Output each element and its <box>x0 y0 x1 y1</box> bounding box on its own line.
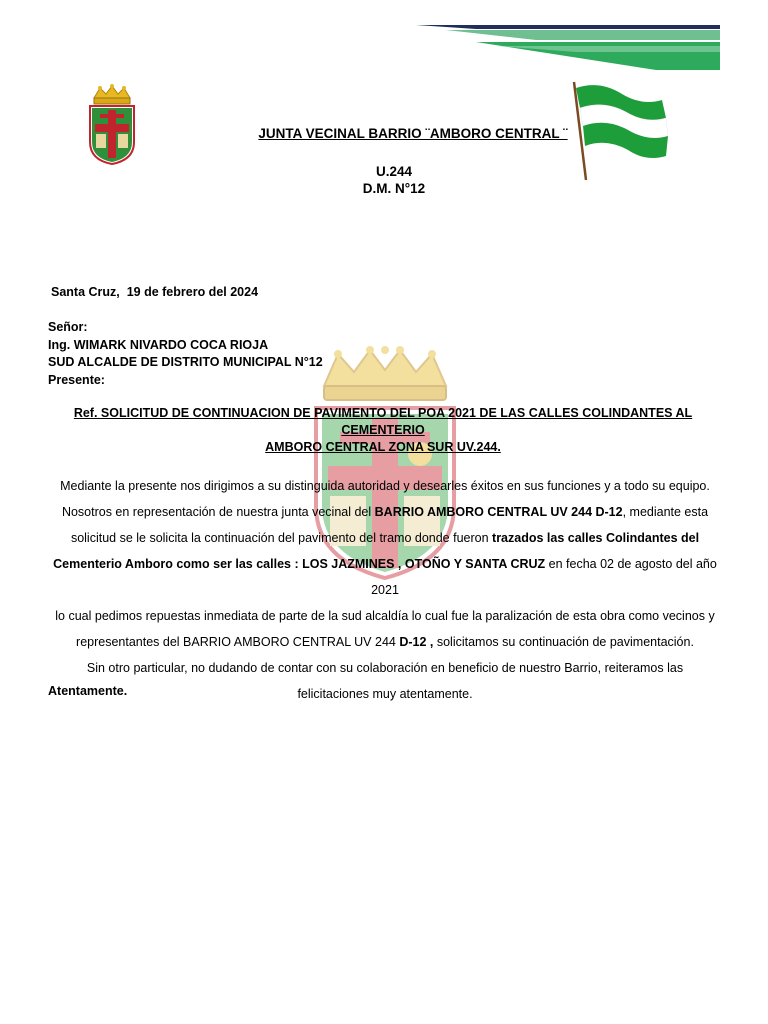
reference-line-1: Ref. SOLICITUD DE CONTINUACION DE PAVIMENTO DEL POA 2021 DE LAS CALLES COLINDANTES AL CEMENTERIO <box>73 406 693 437</box>
addressee-block <box>48 319 323 389</box>
body-line: lo cual pedimos repuestas inmediata de parte de la sud alcaldía lo cual fue la paralización de esta obra como vecinos y <box>55 609 715 623</box>
coat-of-arms-icon <box>86 84 138 166</box>
body-line: Sin otro particular, no dudando de contar con su colaboración en beneficio de nuestro Barrio, reiteramos las <box>86 661 684 675</box>
recipient-title: SUD ALCALDE DE DISTRITO MUNICIPAL N°12 <box>48 355 323 369</box>
recipient-name: Ing. WIMARK NIVARDO COCA RIOJA <box>48 337 269 352</box>
body-line: solicitud se le solicita la continuación del pavimento del tramo donde fueron trazados las calles Colindantes del <box>70 531 700 545</box>
body-line: felicitaciones muy atentamente. <box>297 687 473 701</box>
district-number: D.M. N°12 <box>362 181 426 196</box>
salutation: Señor: <box>48 320 88 334</box>
body-line: Nosotros en representación de nuestra junta vecinal del BARRIO AMBORO CENTRAL UV 244 D-12, mediante esta <box>61 505 709 519</box>
unit-block <box>0 163 768 197</box>
closing-line: Atentamente. <box>48 684 128 698</box>
presente-line: Presente: <box>48 372 105 387</box>
reference-subject <box>48 405 718 456</box>
unit-number: U.244 <box>375 164 413 179</box>
letter-date: Santa Cruz, 19 de febrero del 2024 <box>51 285 259 299</box>
body-line: representantes del BARRIO AMBORO CENTRAL UV 244 D-12 , solicitamos su continuación de pavimentación. <box>76 635 694 649</box>
organization-title: JUNTA VECINAL BARRIO ¨AMBORO CENTRAL ¨ <box>258 126 568 141</box>
header-stripes-decoration <box>416 22 720 72</box>
letter-body <box>40 473 730 707</box>
body-line: Mediante la presente nos dirigimos a su distinguida autoridad y desearles éxitos en sus funciones y a todo su equipo. <box>60 479 710 493</box>
reference-line-2: AMBORO CENTRAL ZONA SUR UV.244. <box>265 440 501 454</box>
body-line: Cementerio Amboro como ser las calles : LOS JAZMINES , OTOÑO Y SANTA CRUZ en fecha 02 de agosto del año 2021 <box>53 557 717 597</box>
